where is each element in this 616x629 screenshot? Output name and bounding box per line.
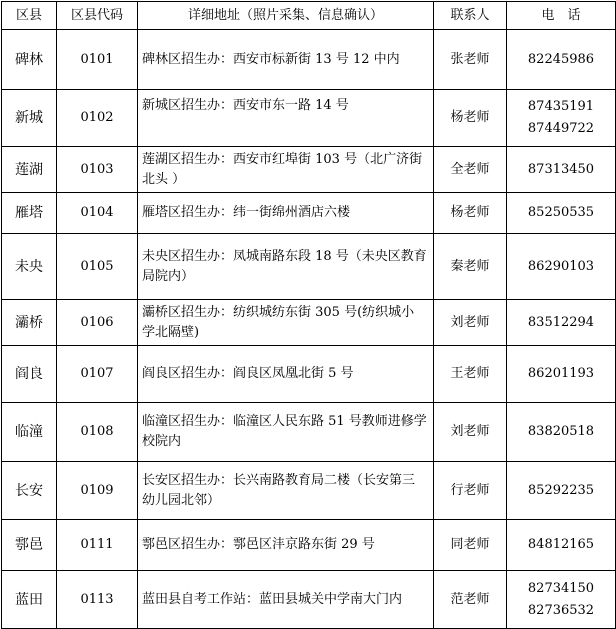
table-row <box>2 462 616 520</box>
district-name: 阎良 <box>2 346 57 403</box>
phone-cell <box>507 403 616 462</box>
address: 雁塔区招生办：纬一街绵州酒店六楼 <box>138 193 434 234</box>
district-code: 0106 <box>57 300 138 346</box>
phone-cell <box>507 147 616 193</box>
district-code: 0111 <box>57 520 138 571</box>
table-row <box>2 520 616 571</box>
address: 碑林区招生办：西安市标新街 13 号 12 中内 <box>138 30 434 90</box>
table-row <box>2 30 616 90</box>
contact-person: 张老师 <box>434 30 507 90</box>
phone-cell <box>507 300 616 346</box>
phone-cell <box>507 193 616 234</box>
phone-number: 82734150 <box>527 580 595 596</box>
district-name: 新城 <box>2 90 57 147</box>
contact-person: 王老师 <box>434 346 507 403</box>
district-code: 0113 <box>57 571 138 629</box>
contact-person: 行老师 <box>434 462 507 520</box>
phone-cell <box>507 234 616 300</box>
table-row <box>2 346 616 403</box>
contact-person: 杨老师 <box>434 90 507 147</box>
table-row <box>2 300 616 346</box>
phone-cell <box>507 571 616 629</box>
exam-office-table <box>1 1 616 629</box>
table-row <box>2 147 616 193</box>
contact-person: 刘老师 <box>434 403 507 462</box>
contact-person: 秦老师 <box>434 234 507 300</box>
header-contact: 联系人 <box>434 2 507 30</box>
phone-cell <box>507 346 616 403</box>
district-name: 碑林 <box>2 30 57 90</box>
address: 鄠邑区招生办：鄠邑区沣京路东街 29 号 <box>138 520 434 571</box>
phone-number: 82245986 <box>527 51 595 67</box>
contact-person: 同老师 <box>434 520 507 571</box>
contact-person: 刘老师 <box>434 300 507 346</box>
phone-number: 85250535 <box>527 205 595 220</box>
district-name: 未央 <box>2 234 57 300</box>
district-code: 0103 <box>57 147 138 193</box>
phone-number: 83820518 <box>527 424 595 439</box>
header-district: 区县 <box>2 2 57 30</box>
district-code: 0104 <box>57 193 138 234</box>
address: 阎良区招生办：阎良区凤凰北街 5 号 <box>138 346 434 403</box>
district-name: 雁塔 <box>2 193 57 234</box>
table-row <box>2 571 616 629</box>
district-name: 临潼 <box>2 403 57 462</box>
contact-person: 范老师 <box>434 571 507 629</box>
phone-number: 87435191 <box>527 99 595 114</box>
header-row <box>2 2 616 30</box>
district-code: 0102 <box>57 90 138 147</box>
address: 临潼区招生办：临潼区人民东路 51 号教师进修学校院内 <box>138 403 434 462</box>
phone-cell <box>507 90 616 147</box>
district-code: 0107 <box>57 346 138 403</box>
phone-number: 87313450 <box>527 161 595 177</box>
contact-person: 全老师 <box>434 147 507 193</box>
district-code: 0105 <box>57 234 138 300</box>
district-name: 长安 <box>2 462 57 520</box>
phone-number: 84812165 <box>527 537 595 552</box>
phone-number: 83512294 <box>527 314 595 330</box>
district-code: 0108 <box>57 403 138 462</box>
table-row <box>2 90 616 147</box>
district-code: 0109 <box>57 462 138 520</box>
phone-number: 86290103 <box>527 258 595 274</box>
district-name: 蓝田 <box>2 571 57 629</box>
district-code: 0101 <box>57 30 138 90</box>
address: 长安区招生办：长兴南路教育局二楼（长安第三幼儿园北邻） <box>138 462 434 520</box>
header-address: 详细地址（照片采集、信息确认） <box>138 2 434 30</box>
address: 蓝田县自考工作站：蓝田县城关中学南大门内 <box>138 571 434 629</box>
phone-cell <box>507 520 616 571</box>
address: 新城区招生办：西安市东一路 14 号 <box>138 90 434 147</box>
phone-cell <box>507 462 616 520</box>
contact-person: 杨老师 <box>434 193 507 234</box>
address: 灞桥区招生办：纺织城纺东街 305 号(纺织城小学北隔壁) <box>138 300 434 346</box>
phone-number: 85292235 <box>527 482 595 498</box>
address: 未央区招生办：凤城南路东段 18 号（未央区教育局院内） <box>138 234 434 300</box>
phone-number: 86201193 <box>527 366 595 381</box>
district-name: 鄠邑 <box>2 520 57 571</box>
address: 莲湖区招生办：西安市红埠街 103 号（北广济街北头 ） <box>138 147 434 193</box>
header-phone: 电 话 <box>507 2 616 30</box>
phone-number: 87449722 <box>527 121 595 136</box>
table-row <box>2 193 616 234</box>
table-row <box>2 234 616 300</box>
district-name: 灞桥 <box>2 300 57 346</box>
table-row <box>2 403 616 462</box>
phone-number: 82736532 <box>527 602 595 618</box>
phone-cell <box>507 30 616 90</box>
header-code: 区县代码 <box>57 2 138 30</box>
district-name: 莲湖 <box>2 147 57 193</box>
